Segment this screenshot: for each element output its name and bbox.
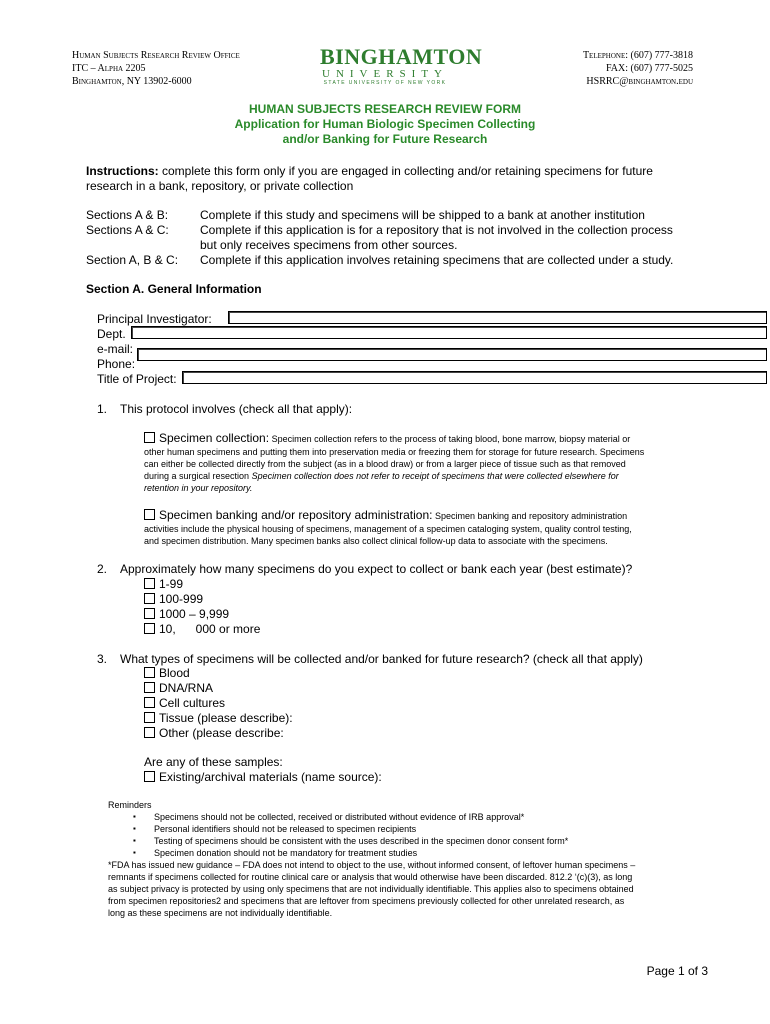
q3-option [144,711,293,726]
instructions-text-1: complete this form only if you are engaged in collecting and/or retaining specimens for future [158,164,653,178]
fda-note-line: as subject privacy is protected by using only specimens that are not individually identifiable. This applies also to specimens obtained [108,884,634,894]
office-room: ITC – Alpha 2205 [72,63,146,74]
specimen-collection-desc: other human specimens and putting them into preservation media or freezing them for storage for future research. Specimens [144,447,645,457]
office-address [72,49,240,88]
q1-text: This protocol involves (check all that apply): [120,402,353,416]
specimen-banking-checkbox[interactable] [144,509,155,520]
fda-note-line: long as these specimens are not individually identifiable. [108,908,333,918]
bullet-icon: ▪ [133,812,136,821]
bullet-icon: ▪ [133,848,136,857]
specimen-collection-note: retention in your repository. [144,483,253,493]
existing-archival-checkbox[interactable] [144,771,155,782]
specimen-banking-desc: Specimen banking and repository administration [432,511,628,521]
count-10000-plus-checkbox[interactable] [144,623,155,634]
phone-label: Phone: [97,357,136,371]
reminder-item: Specimens should not be collected, received or distributed without evidence of IRB approval* [154,812,525,822]
fda-note-line: *FDA has issued new guidance – FDA does not intend to object to the use, without informed consent, of leftover human specimens – [108,860,636,870]
reminder-item: Testing of specimens should be consistent with the uses described in the specimen donor consent form* [154,836,569,846]
q2-option [144,607,229,622]
q3-option-label: Cell cultures [159,696,226,710]
dept-input[interactable] [131,326,767,339]
specimen-collection-note: Specimen collection does not refer to receipt of specimens that were collected elsewhere for [251,471,619,481]
form-title [0,102,770,147]
q2-option [144,622,260,637]
q2-option-label: 100-999 [159,592,204,606]
email-input[interactable] [137,348,767,361]
specimen-collection-desc: can either be collected directly from the subject (as in a blood draw) or from a larger piece of tissue such as that removed [144,459,626,469]
logo-name: BINGHAMTON [320,44,483,69]
section-desc: Complete if this study and specimens will be shipped to a bank at another institution [200,208,645,222]
section-label: Sections A & C: [86,223,169,237]
q1-option-banking [144,507,714,547]
q2-number: 2. [97,562,108,576]
samples-question: Are any of these samples: [144,755,283,769]
logo-university: UNIVERSITY [322,68,448,80]
specimen-collection-checkbox[interactable] [144,432,155,443]
reminder-item: Personal identifiers should not be released to specimen recipients [154,824,417,834]
section-label: Sections A & B: [86,208,169,222]
email-address: HSRRC@binghamton.edu [586,76,693,87]
form-title-line3: and/or Banking for Future Research [282,132,488,146]
q3-option [144,696,225,711]
dept-label: Dept. [97,327,126,341]
form-title-line1: HUMAN SUBJECTS RESEARCH REVIEW FORM [248,102,521,116]
existing-archival-label: Existing/archival materials (name source): [159,770,382,784]
specimen-collection-desc: during a surgical resection [144,471,252,481]
q2-text: Approximately how many specimens do you expect to collect or bank each year (best estimate)? [120,562,633,576]
q2-option-label: 1000 – 9,999 [159,607,230,621]
q3-option-label: Other (please describe: [159,726,284,740]
tissue-checkbox[interactable] [144,712,155,723]
count-100-999-checkbox[interactable] [144,593,155,604]
email-label: e-mail: [97,342,134,356]
office-name: Human Subjects Research Review Office [72,50,240,61]
q2-option-label: 1-99 [159,577,184,591]
pi-label: Principal Investigator: [97,312,212,326]
fda-note-line: from specimen repositories2 and specimens that are leftover from specimens previously collected for other unrelated research, as [108,896,625,906]
logo-suny: STATE UNIVERSITY OF NEW YORK [323,80,447,86]
q3-option-label: Tissue (please describe): [159,711,293,725]
sections-guide [86,208,674,268]
reminders-heading: Reminders [108,800,152,810]
q2-option [144,577,183,592]
section-a-heading: Section A. General Information [86,282,262,296]
bullet-icon: ▪ [133,836,136,845]
telephone: Telephone: (607) 777-3818 [582,50,693,61]
section-desc: Complete if this application involves retaining specimens that are collected under a study. [200,253,674,267]
q3-number: 3. [97,652,108,666]
project-title-input[interactable] [182,371,767,384]
bullet-icon: ▪ [133,824,136,833]
other-checkbox[interactable] [144,727,155,738]
q3-option [144,681,213,696]
dna-rna-checkbox[interactable] [144,682,155,693]
section-desc: Complete if this application is for a repository that is not involved in the collection process [200,223,673,237]
form-title-line2: Application for Human Biologic Specimen Collecting [234,117,536,131]
office-city: Binghamton, NY 13902-6000 [72,76,192,87]
specimen-collection-desc: Specimen collection refers to the process of taking blood, bone marrow, biopsy material or [269,434,631,444]
section-desc: but only receives specimens from other sources. [200,238,458,252]
cell-cultures-checkbox[interactable] [144,697,155,708]
reminder-item: Specimen donation should not be mandatory for treatment studies [154,848,418,858]
q3-option-label: Blood [159,666,190,680]
q3-option [144,726,284,741]
instructions-label: Instructions: [86,164,159,178]
project-title-label: Title of Project: [97,372,177,386]
q2-option-label: 10, 000 or more [159,622,261,636]
page-number: Page 1 of 3 [646,964,708,978]
q1-option-collection [144,430,714,494]
instructions [86,164,653,194]
q3-option-label: DNA/RNA [159,681,214,695]
q3-option [144,666,190,681]
specimen-banking-desc: and specimen distribution. Many specimen banks also collect clinical follow-up data to associate with the specimens. [144,536,608,546]
count-1-99-checkbox[interactable] [144,578,155,589]
q1-number: 1. [97,402,108,416]
count-1000-9999-checkbox[interactable] [144,608,155,619]
specimen-banking-desc: activities include the physical housing of specimens, management of a specimen cataloging system, quality control testing, [144,524,632,534]
q3-text: What types of specimens will be collected and/or banked for future research? (check all that apply) [120,652,643,666]
instructions-text-2: research in a bank, repository, or private collection [86,179,354,193]
section-label: Section A, B & C: [86,253,179,267]
specimen-collection-label: Specimen collection: [159,431,270,445]
q2-option [144,592,203,607]
blood-checkbox[interactable] [144,667,155,678]
contact-info [583,49,693,88]
university-logo [320,44,483,86]
fax: FAX: (607) 777-5025 [605,63,693,74]
fda-note [108,859,635,919]
samples-option [144,770,382,785]
fda-note-line: remnants if specimens collected for routine clinical care or analysis that would otherwise have been discarded. 812.2 ‘(c)(3), as long [108,872,633,882]
specimen-banking-label: Specimen banking and/or repository administration: [159,508,433,522]
pi-input[interactable] [228,311,767,324]
